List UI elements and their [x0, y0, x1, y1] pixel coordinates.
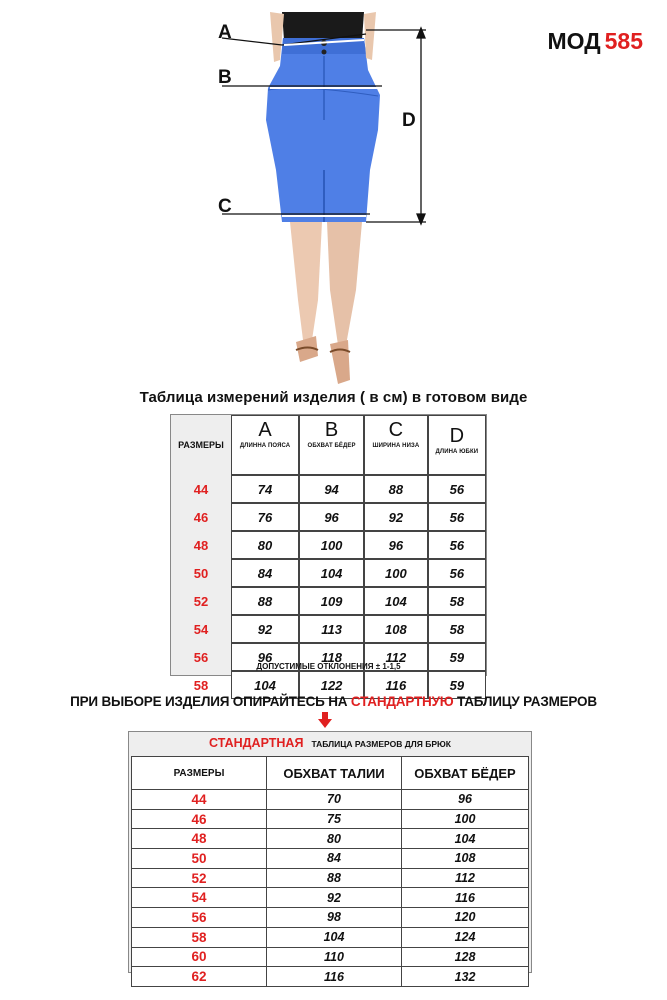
value-cell: 88 [364, 475, 428, 503]
table-row [132, 908, 529, 928]
column-header-b [299, 415, 364, 475]
value-cell: 104 [364, 587, 428, 615]
table-row [171, 531, 486, 559]
value-cell: 96 [364, 531, 428, 559]
size-cell: 44 [132, 790, 267, 810]
value-cell: 104 [231, 671, 299, 699]
model-code-number: 585 [604, 28, 643, 54]
size-cell: 58 [193, 677, 209, 693]
model-illustration [0, 0, 667, 390]
size-cell: 46 [132, 809, 267, 829]
table-row [132, 849, 529, 869]
column-sub: ОБХВАТ БЁДЕР [307, 443, 356, 449]
standard-table-title-highlight: СТАНДАРТНАЯ [209, 736, 304, 750]
value-cell: 116 [364, 671, 428, 699]
hips-cell: 100 [402, 809, 529, 829]
column-sub: ШИРИНА НИЗА [372, 443, 420, 449]
value-cell: 58 [428, 587, 486, 615]
size-cell: 44 [193, 481, 209, 497]
value-cell: 56 [428, 475, 486, 503]
label-a: A [218, 22, 232, 43]
table-row [171, 587, 486, 615]
value-cell: 59 [428, 671, 486, 699]
waist-cell: 92 [267, 888, 402, 908]
standard-table-title [129, 736, 531, 750]
table-row [132, 809, 529, 829]
table-row [132, 829, 529, 849]
size-cell: 54 [193, 621, 209, 637]
value-cell: 59 [428, 643, 486, 671]
arrow-down-icon [318, 712, 332, 728]
value-cell: 100 [364, 559, 428, 587]
notice-text-before: ПРИ ВЫБОРЕ ИЗДЕЛИЯ ОПИРАЙТЕСЬ НА [70, 694, 351, 709]
size-cell: 48 [193, 537, 209, 553]
value-cell: 96 [299, 503, 364, 531]
table-row [171, 559, 486, 587]
value-cell: 80 [231, 531, 299, 559]
column-sub: ДЛИННА ПОЯСА [239, 443, 291, 449]
notice-text-after: ТАБЛИЦУ РАЗМЕРОВ [453, 694, 597, 709]
measurement-table-title: Таблица измерений изделия ( в см) в готовом виде [139, 389, 528, 406]
value-cell: 113 [299, 615, 364, 643]
waist-cell: 84 [267, 849, 402, 869]
column-letter: A [258, 419, 272, 441]
table-row [171, 503, 486, 531]
table-row [132, 967, 529, 987]
value-cell: 94 [299, 475, 364, 503]
value-cell: 122 [299, 671, 364, 699]
size-cell: 52 [193, 593, 209, 609]
hips-cell: 132 [402, 967, 529, 987]
column-letter: B [324, 419, 339, 441]
waist-cell: 110 [267, 947, 402, 967]
notice-highlight: СТАНДАРТНУЮ [350, 694, 454, 709]
size-cell: 50 [132, 849, 267, 869]
hips-cell: 128 [402, 947, 529, 967]
skirt-photo [0, 0, 667, 390]
value-cell: 56 [428, 531, 486, 559]
header-waist: ОБХВАТ ТАЛИИ [267, 757, 402, 790]
size-cell: 46 [193, 509, 209, 525]
hips-cell: 124 [402, 927, 529, 947]
value-cell: 118 [299, 643, 364, 671]
column-sub: ДЛИНА ЮБКИ [435, 449, 479, 455]
label-d: D [402, 110, 416, 131]
table-row [132, 947, 529, 967]
column-header-c [364, 415, 428, 475]
table-row [171, 615, 486, 643]
sizes-header: РАЗМЕРЫ [178, 440, 224, 450]
value-cell: 76 [231, 503, 299, 531]
table-row [132, 927, 529, 947]
model-code [547, 28, 643, 55]
waist-cell: 98 [267, 908, 402, 928]
header-sizes: РАЗМЕРЫ [132, 757, 267, 790]
size-cell: 56 [193, 649, 209, 665]
value-cell: 56 [428, 503, 486, 531]
value-cell: 74 [231, 475, 299, 503]
hips-cell: 108 [402, 849, 529, 869]
value-cell: 58 [428, 615, 486, 643]
standard-size-table [128, 731, 532, 985]
size-cell: 48 [132, 829, 267, 849]
header-hips: ОБХВАТ БЁДЕР [402, 757, 529, 790]
value-cell: 109 [299, 587, 364, 615]
model-code-prefix: МОД [547, 28, 601, 54]
waist-cell: 88 [267, 868, 402, 888]
size-cell: 62 [132, 967, 267, 987]
waist-cell: 70 [267, 790, 402, 810]
tolerance-note: ДОПУСТИМЫЕ ОТКЛОНЕНИЯ ± 1-1,5 [256, 662, 401, 671]
value-cell: 84 [231, 559, 299, 587]
value-cell: 104 [299, 559, 364, 587]
size-cell: 50 [193, 565, 209, 581]
value-cell: 112 [364, 643, 428, 671]
column-letter: D [449, 425, 465, 447]
label-c: C [218, 196, 232, 217]
waist-cell: 104 [267, 927, 402, 947]
label-b: B [218, 67, 232, 88]
table-row [132, 868, 529, 888]
waist-cell: 80 [267, 829, 402, 849]
waist-cell: 75 [267, 809, 402, 829]
hips-cell: 120 [402, 908, 529, 928]
size-cell: 54 [132, 888, 267, 908]
size-cell: 52 [132, 868, 267, 888]
measurement-table [170, 414, 487, 693]
column-header-a [231, 415, 299, 475]
column-letter: C [388, 419, 404, 441]
hips-cell: 96 [402, 790, 529, 810]
hips-cell: 116 [402, 888, 529, 908]
value-cell: 88 [231, 587, 299, 615]
size-cell: 58 [132, 927, 267, 947]
table-row [132, 888, 529, 908]
value-cell: 92 [364, 503, 428, 531]
value-cell: 100 [299, 531, 364, 559]
value-cell: 108 [364, 615, 428, 643]
hips-cell: 104 [402, 829, 529, 849]
standard-table-notice [0, 694, 667, 709]
value-cell: 92 [231, 615, 299, 643]
size-cell: 56 [132, 908, 267, 928]
value-cell: 96 [231, 643, 299, 671]
standard-table-title-rest: ТАБЛИЦА РАЗМЕРОВ ДЛЯ БРЮК [311, 739, 451, 749]
waist-cell: 116 [267, 967, 402, 987]
hips-cell: 112 [402, 868, 529, 888]
size-cell: 60 [132, 947, 267, 967]
table-row [132, 790, 529, 810]
column-header-d [428, 415, 486, 475]
value-cell: 56 [428, 559, 486, 587]
table-row [171, 475, 486, 503]
